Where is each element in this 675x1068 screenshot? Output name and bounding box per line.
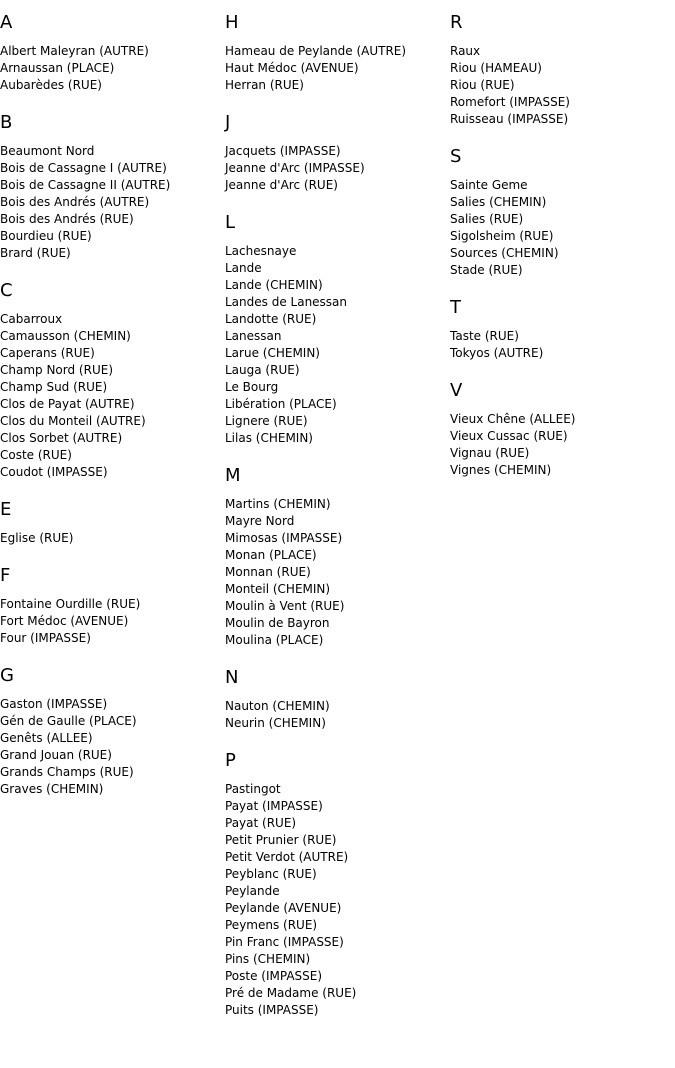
street-link[interactable]: Champ Nord (RUE) bbox=[0, 363, 113, 377]
street-item bbox=[225, 1002, 450, 1019]
letter-heading: R bbox=[450, 12, 463, 33]
street-item bbox=[225, 715, 450, 732]
street-item bbox=[0, 781, 225, 798]
street-link[interactable]: Payat (IMPASSE) bbox=[225, 799, 323, 813]
street-item bbox=[225, 900, 450, 917]
street-link[interactable]: Albert Maleyran (AUTRE) bbox=[0, 44, 149, 58]
street-list bbox=[225, 43, 450, 94]
street-link[interactable]: Poste (IMPASSE) bbox=[225, 969, 323, 983]
street-list bbox=[0, 696, 225, 798]
street-link[interactable]: Riou (HAMEAU) bbox=[450, 61, 542, 75]
letter-heading: N bbox=[225, 667, 239, 688]
street-link[interactable]: Pré de Madame (RUE) bbox=[225, 986, 357, 1000]
street-item bbox=[225, 43, 450, 60]
street-item bbox=[0, 464, 225, 481]
street-link[interactable]: Grands Champs (RUE) bbox=[0, 765, 134, 779]
street-link[interactable]: Pin Franc (IMPASSE) bbox=[225, 935, 344, 949]
street-item bbox=[225, 934, 450, 951]
letter-heading: F bbox=[0, 565, 11, 586]
street-link[interactable]: Fontaine Ourdille (RUE) bbox=[0, 597, 141, 611]
street-link[interactable]: Bois de Cassagne II (AUTRE) bbox=[0, 178, 171, 192]
street-item bbox=[225, 564, 450, 581]
street-link[interactable]: Genêts (ALLEE) bbox=[0, 731, 93, 745]
letter-group-g bbox=[0, 665, 225, 798]
street-item bbox=[0, 396, 225, 413]
street-link[interactable]: Landotte (RUE) bbox=[225, 312, 317, 326]
street-item bbox=[225, 581, 450, 598]
street-item bbox=[225, 430, 450, 447]
street-item bbox=[225, 143, 450, 160]
street-item bbox=[0, 447, 225, 464]
street-item bbox=[225, 968, 450, 985]
street-item bbox=[225, 328, 450, 345]
street-link[interactable]: Monan (PLACE) bbox=[225, 548, 317, 562]
letter-group-m bbox=[225, 465, 450, 649]
street-list bbox=[0, 596, 225, 647]
street-link[interactable]: Mimosas (IMPASSE) bbox=[225, 531, 343, 545]
street-link[interactable]: Salies (CHEMIN) bbox=[450, 195, 547, 209]
street-link[interactable]: Bois des Andrés (RUE) bbox=[0, 212, 134, 226]
street-item bbox=[450, 60, 675, 77]
street-item bbox=[225, 985, 450, 1002]
street-item bbox=[225, 294, 450, 311]
letter-group-v bbox=[450, 380, 675, 479]
letter-heading: P bbox=[225, 750, 236, 771]
street-item bbox=[225, 883, 450, 900]
street-link[interactable]: Coste (RUE) bbox=[0, 448, 72, 462]
street-list bbox=[0, 43, 225, 94]
street-item bbox=[225, 260, 450, 277]
street-link[interactable]: Lachesnaye bbox=[225, 244, 297, 258]
street-item bbox=[225, 362, 450, 379]
street-item bbox=[0, 143, 225, 160]
street-item bbox=[450, 111, 675, 128]
street-item bbox=[225, 60, 450, 77]
street-link[interactable]: Coudot (IMPASSE) bbox=[0, 465, 108, 479]
street-link[interactable]: Grand Jouan (RUE) bbox=[0, 748, 112, 762]
street-list bbox=[0, 530, 225, 547]
street-item bbox=[0, 362, 225, 379]
letter-heading: J bbox=[225, 112, 231, 133]
street-item bbox=[225, 917, 450, 934]
street-item bbox=[450, 345, 675, 362]
street-item bbox=[225, 496, 450, 513]
street-link[interactable]: Sigolsheim (RUE) bbox=[450, 229, 554, 243]
street-link[interactable]: Lignere (RUE) bbox=[225, 414, 308, 428]
street-item bbox=[0, 613, 225, 630]
street-item bbox=[225, 951, 450, 968]
street-link[interactable]: Clos du Monteil (AUTRE) bbox=[0, 414, 146, 428]
street-item bbox=[450, 43, 675, 60]
street-link[interactable]: Jeanne d'Arc (IMPASSE) bbox=[225, 161, 365, 175]
street-link[interactable]: Cabarroux bbox=[0, 312, 63, 326]
street-item bbox=[0, 696, 225, 713]
letter-group-l bbox=[225, 212, 450, 447]
letter-heading: A bbox=[0, 12, 13, 33]
street-item bbox=[225, 243, 450, 260]
street-link[interactable]: Moulin à Vent (RUE) bbox=[225, 599, 345, 613]
letter-group-t bbox=[450, 297, 675, 362]
street-link[interactable]: Vieux Chêne (ALLEE) bbox=[450, 412, 576, 426]
street-link[interactable]: Vieux Cussac (RUE) bbox=[450, 429, 568, 443]
street-link[interactable]: Mayre Nord bbox=[225, 514, 295, 528]
street-link[interactable]: Peylande bbox=[225, 884, 280, 898]
street-link[interactable]: Salies (RUE) bbox=[450, 212, 524, 226]
street-item bbox=[0, 328, 225, 345]
street-item bbox=[225, 530, 450, 547]
street-item bbox=[450, 194, 675, 211]
letter-group-b bbox=[0, 112, 225, 262]
letter-heading: G bbox=[0, 665, 14, 686]
street-list bbox=[0, 143, 225, 262]
letter-heading: B bbox=[0, 112, 13, 133]
street-list bbox=[450, 43, 675, 128]
street-item bbox=[450, 262, 675, 279]
street-item bbox=[0, 430, 225, 447]
street-link[interactable]: Taste (RUE) bbox=[450, 329, 519, 343]
street-item bbox=[225, 698, 450, 715]
street-item bbox=[225, 311, 450, 328]
street-link[interactable]: Graves (CHEMIN) bbox=[0, 782, 104, 796]
street-link[interactable]: Monnan (RUE) bbox=[225, 565, 311, 579]
street-link[interactable]: Brard (RUE) bbox=[0, 246, 71, 260]
street-link[interactable]: Tokyos (AUTRE) bbox=[450, 346, 544, 360]
street-item bbox=[450, 77, 675, 94]
street-link[interactable]: Haut Médoc (AVENUE) bbox=[225, 61, 359, 75]
street-item bbox=[0, 730, 225, 747]
street-item bbox=[450, 445, 675, 462]
street-item bbox=[450, 94, 675, 111]
street-item bbox=[0, 379, 225, 396]
street-item bbox=[225, 849, 450, 866]
street-item bbox=[225, 277, 450, 294]
street-item bbox=[0, 245, 225, 262]
letter-group-j bbox=[225, 112, 450, 194]
street-column-1 bbox=[0, 12, 225, 816]
street-item bbox=[0, 747, 225, 764]
street-item bbox=[0, 228, 225, 245]
street-link[interactable]: Libération (PLACE) bbox=[225, 397, 337, 411]
street-link[interactable]: Ruisseau (IMPASSE) bbox=[450, 112, 569, 126]
street-link[interactable]: Lauga (RUE) bbox=[225, 363, 300, 377]
street-item bbox=[225, 632, 450, 649]
street-link[interactable]: Clos Sorbet (AUTRE) bbox=[0, 431, 123, 445]
street-item bbox=[225, 396, 450, 413]
street-link[interactable]: Sources (CHEMIN) bbox=[450, 246, 559, 260]
street-link[interactable]: Bois de Cassagne I (AUTRE) bbox=[0, 161, 167, 175]
street-list bbox=[0, 311, 225, 481]
street-list bbox=[450, 411, 675, 479]
street-link[interactable]: Peyblanc (RUE) bbox=[225, 867, 317, 881]
street-item bbox=[225, 77, 450, 94]
street-link[interactable]: Beaumont Nord bbox=[0, 144, 95, 158]
street-link[interactable]: Aubarèdes (RUE) bbox=[0, 78, 102, 92]
street-list bbox=[225, 143, 450, 194]
letter-heading: E bbox=[0, 499, 12, 520]
street-item bbox=[225, 798, 450, 815]
street-item bbox=[0, 413, 225, 430]
street-link[interactable]: Martins (CHEMIN) bbox=[225, 497, 331, 511]
letter-heading: S bbox=[450, 146, 462, 167]
letter-group-r bbox=[450, 12, 675, 128]
letter-group-a bbox=[0, 12, 225, 94]
street-link[interactable]: Fort Médoc (AVENUE) bbox=[0, 614, 129, 628]
street-link[interactable]: Le Bourg bbox=[225, 380, 279, 394]
street-link[interactable]: Jacquets (IMPASSE) bbox=[225, 144, 341, 158]
street-item bbox=[0, 311, 225, 328]
street-list bbox=[225, 698, 450, 732]
street-link[interactable]: Moulina (PLACE) bbox=[225, 633, 324, 647]
street-list bbox=[225, 496, 450, 649]
letter-group-s bbox=[450, 146, 675, 279]
street-list bbox=[225, 781, 450, 1019]
street-link[interactable]: Peylande (AVENUE) bbox=[225, 901, 342, 915]
street-link[interactable]: Champ Sud (RUE) bbox=[0, 380, 108, 394]
street-column-2 bbox=[225, 12, 450, 1037]
street-link[interactable]: Hameau de Peylande (AUTRE) bbox=[225, 44, 407, 58]
street-item bbox=[225, 413, 450, 430]
street-item bbox=[450, 177, 675, 194]
letter-group-p bbox=[225, 750, 450, 1019]
street-item bbox=[225, 547, 450, 564]
street-link[interactable]: Lilas (CHEMIN) bbox=[225, 431, 313, 445]
street-link[interactable]: Vignau (RUE) bbox=[450, 446, 530, 460]
street-item bbox=[0, 194, 225, 211]
letter-heading: C bbox=[0, 280, 13, 301]
letter-group-c bbox=[0, 280, 225, 481]
street-item bbox=[225, 513, 450, 530]
street-link[interactable]: Bois des Andrés (AUTRE) bbox=[0, 195, 150, 209]
street-link[interactable]: Arnaussan (PLACE) bbox=[0, 61, 115, 75]
letter-group-f bbox=[0, 565, 225, 647]
street-item bbox=[0, 211, 225, 228]
street-link[interactable]: Romefort (IMPASSE) bbox=[450, 95, 570, 109]
street-item bbox=[450, 328, 675, 345]
street-item bbox=[450, 428, 675, 445]
street-item bbox=[450, 411, 675, 428]
street-item bbox=[225, 160, 450, 177]
street-link[interactable]: Moulin de Bayron bbox=[225, 616, 330, 630]
street-item bbox=[0, 764, 225, 781]
letter-heading: L bbox=[225, 212, 236, 233]
street-item bbox=[225, 598, 450, 615]
street-link[interactable]: Bourdieu (RUE) bbox=[0, 229, 92, 243]
letter-heading: T bbox=[450, 297, 461, 318]
street-item bbox=[0, 530, 225, 547]
street-link[interactable]: Four (IMPASSE) bbox=[0, 631, 91, 645]
street-item bbox=[450, 245, 675, 262]
street-item bbox=[0, 177, 225, 194]
letter-group-e bbox=[0, 499, 225, 547]
street-link[interactable]: Eglise (RUE) bbox=[0, 531, 74, 545]
street-link[interactable]: Vignes (CHEMIN) bbox=[450, 463, 552, 477]
street-column-3 bbox=[450, 12, 675, 497]
letter-heading: M bbox=[225, 465, 241, 486]
street-link[interactable]: Puits (IMPASSE) bbox=[225, 1003, 319, 1017]
street-item bbox=[0, 160, 225, 177]
street-link[interactable]: Landes de Lanessan bbox=[225, 295, 348, 309]
street-link[interactable]: Raux bbox=[450, 44, 481, 58]
street-item bbox=[450, 211, 675, 228]
street-link[interactable]: Neurin (CHEMIN) bbox=[225, 716, 326, 730]
street-list bbox=[225, 243, 450, 447]
street-link[interactable]: Gén de Gaulle (PLACE) bbox=[0, 714, 137, 728]
street-link[interactable]: Monteil (CHEMIN) bbox=[225, 582, 331, 596]
letter-group-h bbox=[225, 12, 450, 94]
street-link[interactable]: Camausson (CHEMIN) bbox=[0, 329, 131, 343]
street-item bbox=[225, 345, 450, 362]
street-item bbox=[225, 832, 450, 849]
street-item bbox=[450, 228, 675, 245]
street-link[interactable]: Petit Prunier (RUE) bbox=[225, 833, 337, 847]
street-link[interactable]: Stade (RUE) bbox=[450, 263, 523, 277]
street-item bbox=[0, 43, 225, 60]
street-item bbox=[225, 379, 450, 396]
street-link[interactable]: Pins (CHEMIN) bbox=[225, 952, 311, 966]
letter-group-n bbox=[225, 667, 450, 732]
street-item bbox=[225, 177, 450, 194]
street-link[interactable]: Riou (RUE) bbox=[450, 78, 515, 92]
street-link[interactable]: Clos de Payat (AUTRE) bbox=[0, 397, 135, 411]
street-link[interactable]: Gaston (IMPASSE) bbox=[0, 697, 108, 711]
street-list bbox=[450, 177, 675, 279]
street-link[interactable]: Lande (CHEMIN) bbox=[225, 278, 323, 292]
street-link[interactable]: Peymens (RUE) bbox=[225, 918, 318, 932]
street-item bbox=[225, 815, 450, 832]
street-item bbox=[0, 596, 225, 613]
street-link[interactable]: Petit Verdot (AUTRE) bbox=[225, 850, 349, 864]
street-list bbox=[450, 328, 675, 362]
street-item bbox=[450, 462, 675, 479]
street-link[interactable]: Pastingot bbox=[225, 782, 281, 796]
street-link[interactable]: Lande bbox=[225, 261, 262, 275]
street-item bbox=[0, 60, 225, 77]
street-item bbox=[225, 615, 450, 632]
street-link[interactable]: Larue (CHEMIN) bbox=[225, 346, 320, 360]
street-link[interactable]: Lanessan bbox=[225, 329, 282, 343]
street-link[interactable]: Jeanne d'Arc (RUE) bbox=[225, 178, 338, 192]
street-link[interactable]: Caperans (RUE) bbox=[0, 346, 95, 360]
street-item bbox=[225, 781, 450, 798]
street-item bbox=[0, 713, 225, 730]
street-link[interactable]: Payat (RUE) bbox=[225, 816, 297, 830]
letter-heading: V bbox=[450, 380, 463, 401]
street-link[interactable]: Herran (RUE) bbox=[225, 78, 304, 92]
street-item bbox=[0, 77, 225, 94]
street-item bbox=[0, 630, 225, 647]
street-item bbox=[225, 866, 450, 883]
street-link[interactable]: Nauton (CHEMIN) bbox=[225, 699, 330, 713]
street-link[interactable]: Sainte Geme bbox=[450, 178, 528, 192]
letter-heading: H bbox=[225, 12, 239, 33]
street-item bbox=[0, 345, 225, 362]
